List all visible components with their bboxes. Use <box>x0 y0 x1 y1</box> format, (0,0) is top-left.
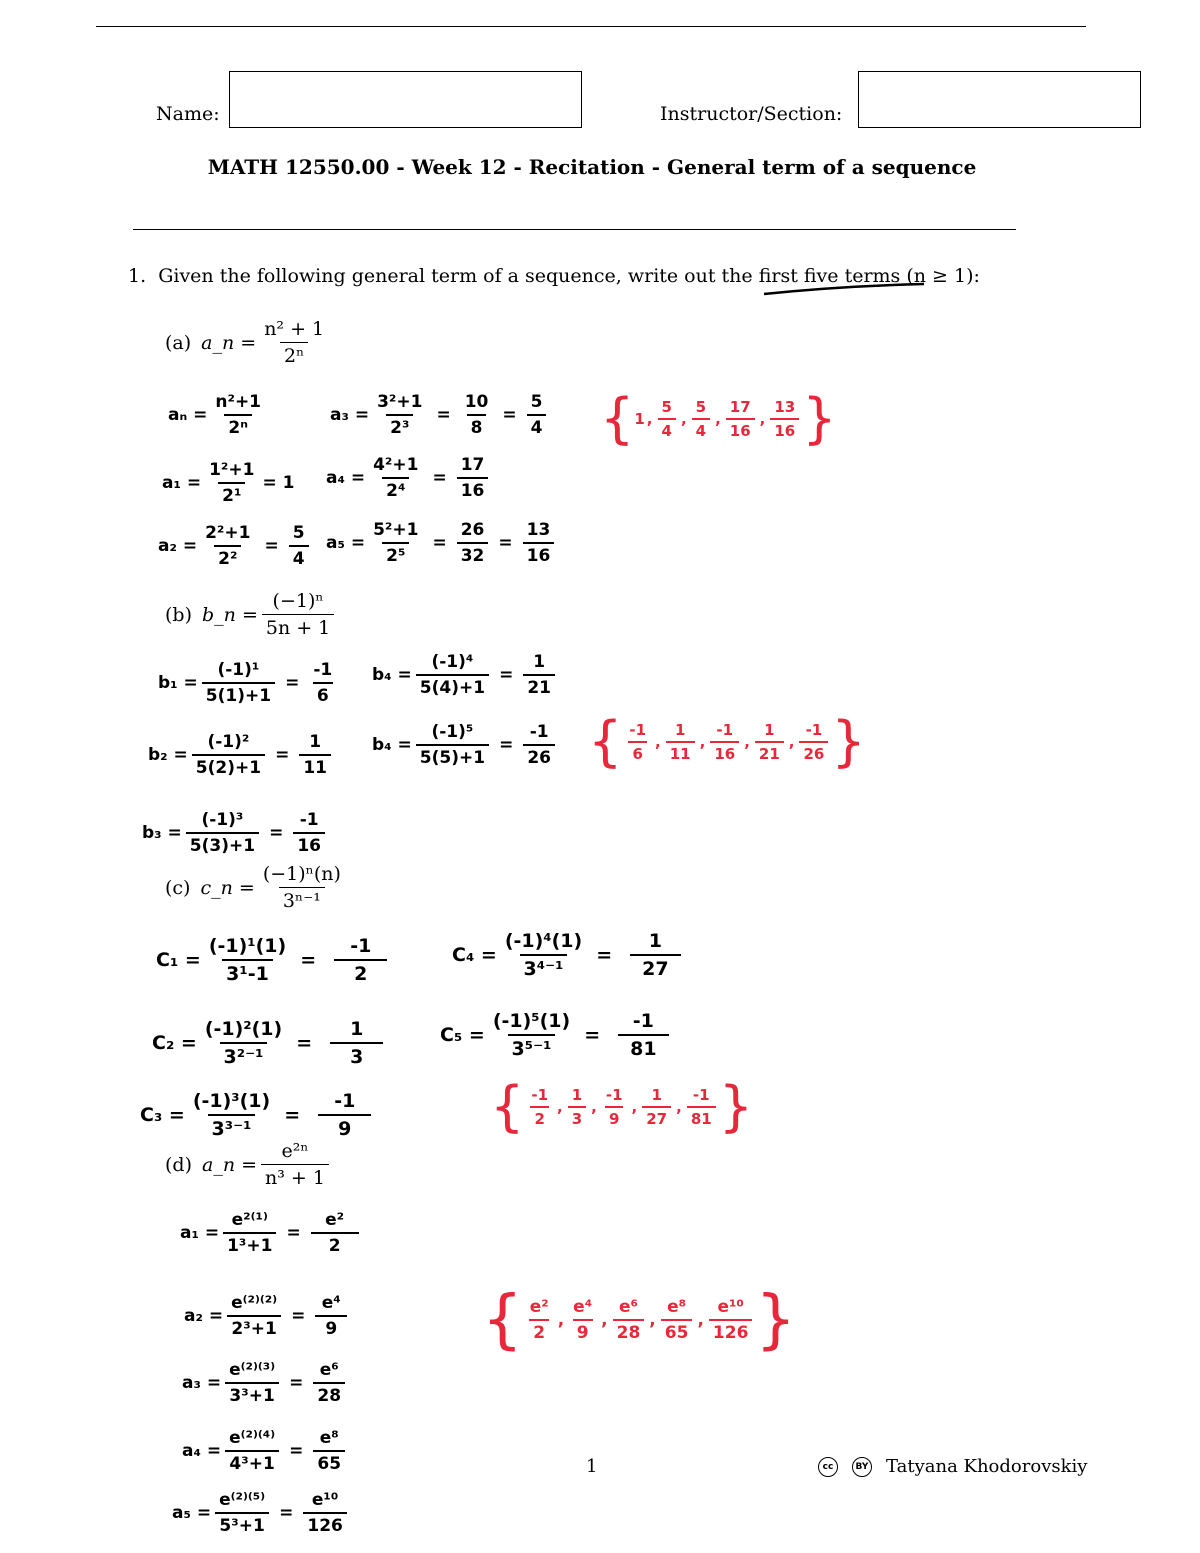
underline-mark <box>760 280 930 298</box>
a-work-t4: a₄ = $\frac{\text{4²+1}}{\text{2⁴}}$ = $\frac{17}{16}$ <box>326 455 492 501</box>
c-work-t1: C₁ = $\frac{\text{(-1)¹(1)}}{\text{3¹-1}}$ = $\frac{-1}{2}$ <box>156 935 391 985</box>
top-rule <box>96 26 1086 27</box>
b-work-t5: b₄ = $\frac{\text{(-1)⁵}}{5(5)+1}$ = $\frac{-1}{26}$ <box>372 722 559 768</box>
author-name: Tatyana Khodorovskiy <box>886 1456 1088 1477</box>
b-work-t1: b₁ = $\frac{\text{(-1)¹}}{5(1)+1}$ = $\frac{-1}{6}$ <box>158 660 333 706</box>
question-text: Given the following general term of a sequence, write out the first five terms (n ≥ 1): <box>158 265 980 287</box>
b-answer-set: { $\frac{-1}{6}$ , $\frac{1}{11}$ , $\frac{-1}{16}$ , $\frac{1}{21}$ , $\frac{-1}{26}$ } <box>588 710 866 773</box>
by-icon: BY <box>852 1457 872 1477</box>
a-work-t2: a₂ = $\frac{\text{2²+1}}{\text{2²}}$ = $\frac{5}{4}$ <box>158 523 313 569</box>
part-b-formula: (b) b_n = $\frac{\text{(−1)ⁿ}}{5n + 1}$ <box>165 590 338 639</box>
d-work-t5: a₅ = $\frac{\text{e⁽²⁾⁽⁵⁾}}{\text{5³+1}}$ = $\frac{\text{e¹⁰}}{126}$ <box>172 1490 351 1536</box>
d-work-t2: a₂ = $\frac{\text{e⁽²⁾⁽²⁾}}{\text{2³+1}}$ = $\frac{\text{e⁴}}{9}$ <box>184 1293 351 1339</box>
name-label: Name: <box>156 103 220 125</box>
cc-icon: cc <box>818 1457 838 1477</box>
b-work-t3: b₃ = $\frac{\text{(-1)³}}{5(3)+1}$ = $\frac{-1}{16}$ <box>142 810 329 856</box>
instructor-field[interactable] <box>858 71 1141 128</box>
question-number: 1. <box>128 265 147 287</box>
d-work-t3: a₃ = $\frac{\text{e⁽²⁾⁽³⁾}}{\text{3³+1}}$ = $\frac{\text{e⁶}}{28}$ <box>182 1360 349 1406</box>
a-work-general: aₙ = $\frac{\text{n²+1}}{\text{2ⁿ}}$ <box>168 392 262 438</box>
c-work-t5: C₅ = $\frac{\text{(-1)⁵(1)}}{\text{3⁵⁻¹}}$ = $\frac{-1}{81}$ <box>440 1010 673 1060</box>
d-work-t1: a₁ = $\frac{\text{e²⁽¹⁾}}{\text{1³+1}}$ = $\frac{\text{e²}}{2}$ <box>180 1210 363 1256</box>
instructor-label: Instructor/Section: <box>660 103 843 125</box>
part-c-formula: (c) c_n = $\frac{\text{(−1)ⁿ(n)}}{\text{3ⁿ⁻¹}}$ <box>165 863 341 912</box>
b-work-t2: b₂ = $\frac{\text{(-1)²}}{5(2)+1}$ = $\frac{1}{11}$ <box>148 732 335 778</box>
c-work-t3: C₃ = $\frac{\text{(-1)³(1)}}{\text{3³⁻¹}}$ = $\frac{-1}{9}$ <box>140 1090 375 1140</box>
part-d-formula: (d) a_n = $\frac{\text{e²ⁿ}}{\text{n³ + 1}}$ <box>165 1140 333 1189</box>
a-work-t5: a₅ = $\frac{\text{5²+1}}{\text{2⁵}}$ = $\frac{26}{32}$ = $\frac{13}{16}$ <box>326 520 558 566</box>
page-title: MATH 12550.00 - Week 12 - Recitation - General term of a sequence <box>207 155 977 179</box>
a-work-t1: a₁ = $\frac{\text{1²+1}}{\text{2¹}}$ = 1 <box>162 460 295 506</box>
d-answer-set: { $\frac{\text{e²}}{2}$ , $\frac{\text{e⁴}}{9}$ , $\frac{\text{e⁶}}{28}$ , $\frac{\text{e⁸}}{65}$ , $\frac{\text{e¹⁰}}{126}$ } <box>482 1283 797 1357</box>
d-work-t4: a₄ = $\frac{\text{e⁽²⁾⁽⁴⁾}}{\text{4³+1}}$ = $\frac{\text{e⁸}}{65}$ <box>182 1428 349 1474</box>
c-work-t4: C₄ = $\frac{\text{(-1)⁴(1)}}{\text{3⁴⁻¹}}$ = $\frac{1}{27}$ <box>452 930 685 980</box>
title-rule <box>133 229 1016 230</box>
c-answer-set: { $\frac{-1}{2}$ , $\frac{1}{3}$ , $\frac{-1}{9}$ , $\frac{1}{27}$ , $\frac{-1}{81}$ } <box>490 1075 754 1138</box>
a-work-t3: a₃ = $\frac{\text{3²+1}}{\text{2³}}$ = $\frac{10}{8}$ = $\frac{5}{4}$ <box>330 392 550 438</box>
b-work-t4: b₄ = $\frac{\text{(-1)⁴}}{5(4)+1}$ = $\frac{1}{21}$ <box>372 652 559 698</box>
c-work-t2: C₂ = $\frac{\text{(-1)²(1)}}{\text{3²⁻¹}}$ = $\frac{1}{3}$ <box>152 1018 387 1068</box>
a-answer-set: { 1 , $\frac{5}{4}$ , $\frac{5}{4}$ , $\frac{17}{16}$ , $\frac{13}{16}$ } <box>600 387 837 450</box>
part-a-formula: (a) a_n = $\frac{\text{n² + 1}}{\text{2ⁿ}}$ <box>165 318 325 367</box>
name-field[interactable] <box>229 71 582 128</box>
page-number: 1 <box>586 1456 598 1477</box>
license-credit <box>818 1456 1087 1477</box>
